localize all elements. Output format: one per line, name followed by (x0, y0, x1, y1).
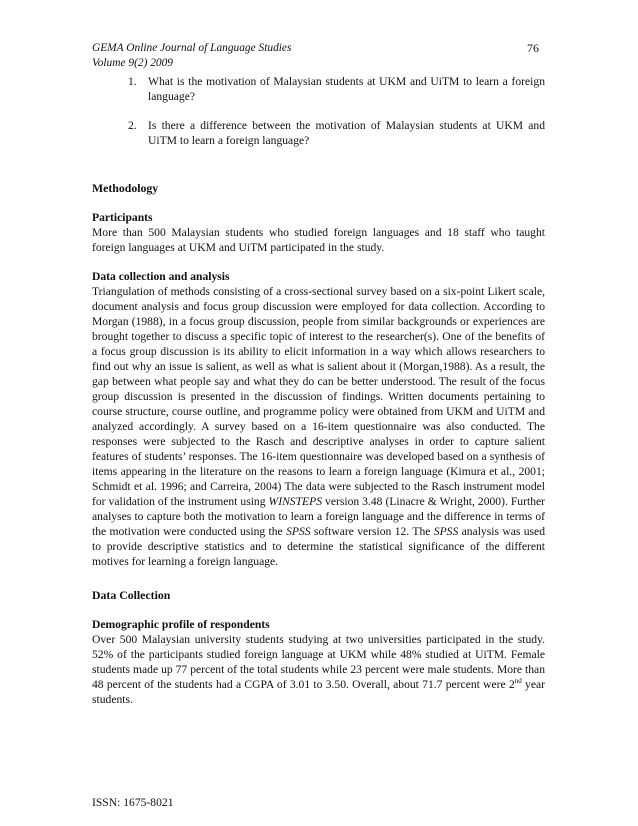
research-question (90, 74, 545, 104)
data-collection-analysis-paragraph (92, 284, 545, 569)
paragraph-text: software version 12. The (310, 525, 434, 538)
question-text: What is the motivation of Malaysian students at UKM and UiTM to learn a foreign language? (148, 75, 545, 103)
running-header (92, 41, 291, 71)
journal-title: GEMA Online Journal of Language Studies (92, 42, 292, 54)
paragraph-text: Triangulation of methods consisting of a cross-sectional survey based on a six-point Likert scale, document analysis and focus group discussion were employed for data collection. According to Morgan (1988), in a focus group discussion, people from similar backgrounds or experiences are brought together to discuss a specific topic of interest to the researcher(s). One of the benefits of a focus group discussion is its ability to elicit information in a way which allows researchers to find out why an issue is salient, as well as what is salient about it (Morgan,1988). As a result, the gap between what people say and what they do can be better understood. The result of the focus group discussion is presented in the discussion of findings. Written documents pertaining to course structure, course outline, and programme policy were obtained from UKM and UiTM and analyzed accordingly. A survey based on a 16-item questionnaire was also conducted. The responses were subjected to the Rasch and descriptive analyses in order to capture salient features of students’ responses. The 16-item questionnaire was developed based on a synthesis of items appearing in the literature on the reasons to learn a foreign language (Kimura et al., 2001; Schmidt et al. 1996; and Carreira, 2004) The data were subjected to the Rasch instrument model for validation of the instrument using (92, 285, 545, 508)
software-name-winsteps: WINSTEPS (268, 495, 323, 508)
journal-volume: Volume 9(2) 2009 (92, 57, 173, 69)
software-name-spss: SPSS (286, 525, 311, 538)
question-text: Is there a difference between the motivation of Malaysian students at UKM and UiTM to learn a foreign language? (148, 119, 545, 147)
research-question (90, 118, 545, 148)
demographic-profile-heading: Demographic profile of respondents (92, 618, 270, 631)
methodology-heading: Methodology (92, 181, 159, 195)
ordinal-superscript: nd (514, 677, 522, 686)
paragraph-text: Over 500 Malaysian university students studying at two universities participated in the study. 52% of the participants studied foreign language at UKM while 48% studied at UiTM. Female students made up 77 percent of the total students while 23 percent were male students. More than 48 percent of the students had a CGPA of 3.01 to 3.50. Overall, about 71.7 percent were 2 (92, 633, 545, 691)
software-name-spss: SPSS (433, 525, 459, 538)
page-body (92, 74, 545, 707)
question-number: 2. (128, 119, 137, 132)
research-questions (92, 74, 545, 148)
participants-paragraph: More than 500 Malaysian students who studied foreign languages and 18 staff who taught foreign languages at UKM and UiTM participated in the study. (92, 226, 545, 254)
paragraph-text: year students. (92, 678, 545, 706)
issn-footer: ISSN: 1675-8021 (92, 796, 174, 809)
participants-heading: Participants (92, 211, 153, 224)
page-number: 76 (527, 41, 539, 55)
data-collection-heading: Data Collection (92, 588, 171, 602)
question-number: 1. (128, 75, 137, 88)
data-collection-analysis-heading: Data collection and analysis (92, 270, 230, 283)
paragraph-text: version 3.48 (Linacre & Wright, 2000). Further analyses to capture both the motivation to learn a foreign language and the difference in terms of the motivation were conducted using the (92, 495, 545, 538)
demographic-profile-paragraph (92, 632, 545, 707)
paragraph-text: analysis was used to provide descriptive statistics and to determine the statistical significance of the different motives for learning a foreign language. (92, 525, 545, 568)
